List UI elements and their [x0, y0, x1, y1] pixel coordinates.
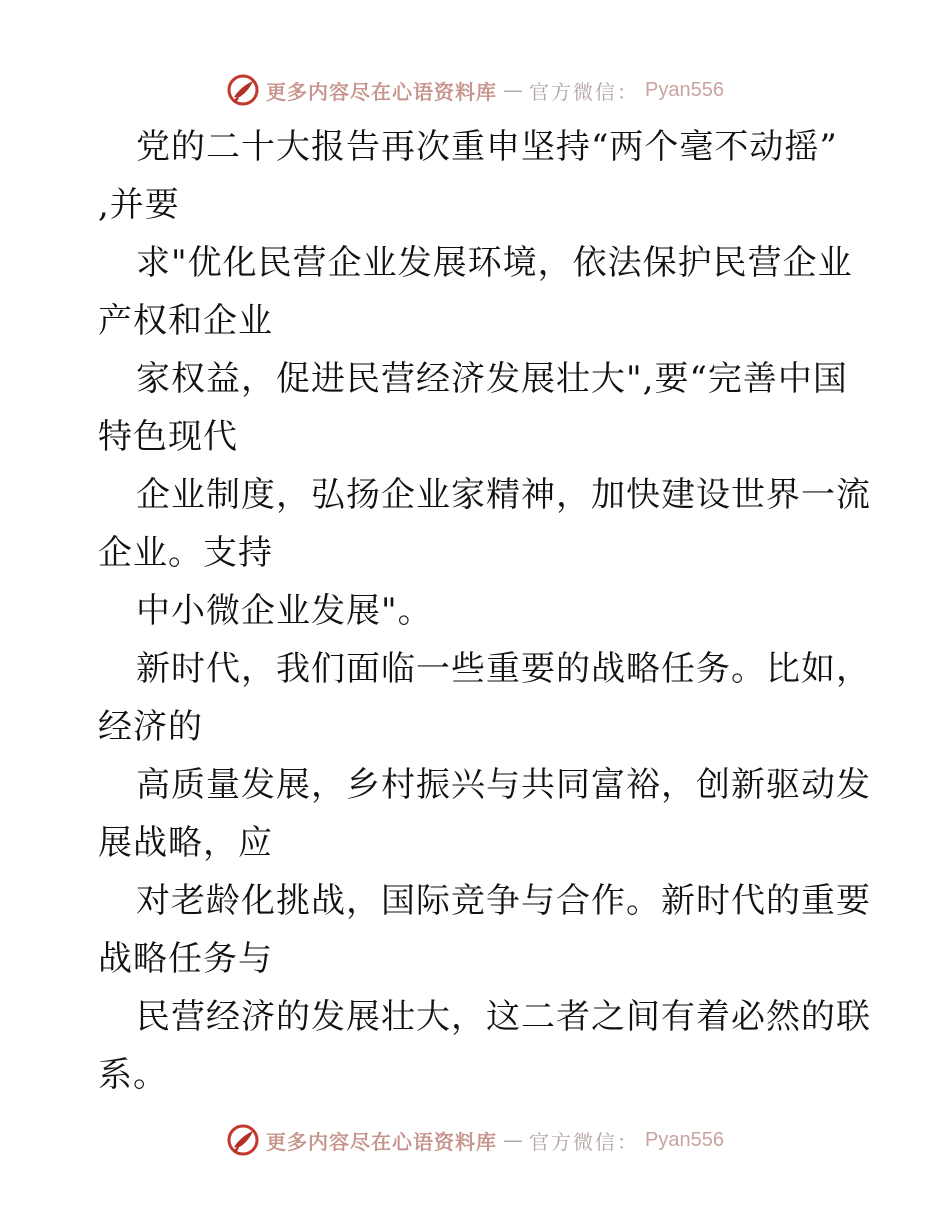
document-body — [98, 118, 871, 1104]
footer-banner — [0, 1120, 950, 1160]
pen-logo-icon — [226, 1123, 260, 1157]
text-line: ,并要 — [98, 185, 180, 225]
banner-text: 更多内容尽在心语资料库 — [266, 79, 498, 104]
header-banner — [0, 70, 950, 110]
pen-logo-icon — [226, 73, 260, 107]
wechat-label: 官方微信： — [529, 1129, 640, 1154]
text-line: 展战略，应 — [98, 823, 273, 863]
text-line: 特色现代 — [98, 417, 238, 457]
text-line: 经济的 — [98, 707, 203, 747]
text-line: 企业。支持 — [98, 533, 273, 573]
text-line: 新时代，我们面临一些重要的战略任务。比如， — [136, 649, 871, 689]
wechat-id: Pyan556 — [645, 1128, 724, 1151]
text-line: 高质量发展，乡村振兴与共同富裕，创新驱动发 — [136, 765, 871, 805]
text-line: 企业制度，弘扬企业家精神，加快建设世界一流 — [136, 475, 871, 515]
text-line: 中小微企业发展"。 — [136, 591, 433, 631]
banner-separator: — — [503, 78, 524, 102]
text-line: 求"优化民营企业发展环境，依法保护民营企业 — [136, 243, 853, 283]
text-line: 战略任务与 — [98, 939, 273, 979]
text-line: 家权益，促进民营经济发展壮大",要“完善中国 — [136, 359, 848, 399]
text-line: 民营经济的发展壮大，这二者之间有着必然的联 — [136, 997, 871, 1037]
banner-text: 更多内容尽在心语资料库 — [266, 1129, 498, 1154]
wechat-id: Pyan556 — [645, 78, 724, 101]
banner-separator: — — [503, 1128, 524, 1152]
text-line: 党的二十大报告再次重申坚持“两个毫不动摇” — [136, 127, 838, 167]
text-line: 系。 — [98, 1055, 168, 1095]
wechat-label: 官方微信： — [529, 79, 640, 104]
text-line: 产权和企业 — [98, 301, 273, 341]
text-line: 对老龄化挑战，国际竞争与合作。新时代的重要 — [136, 881, 871, 921]
